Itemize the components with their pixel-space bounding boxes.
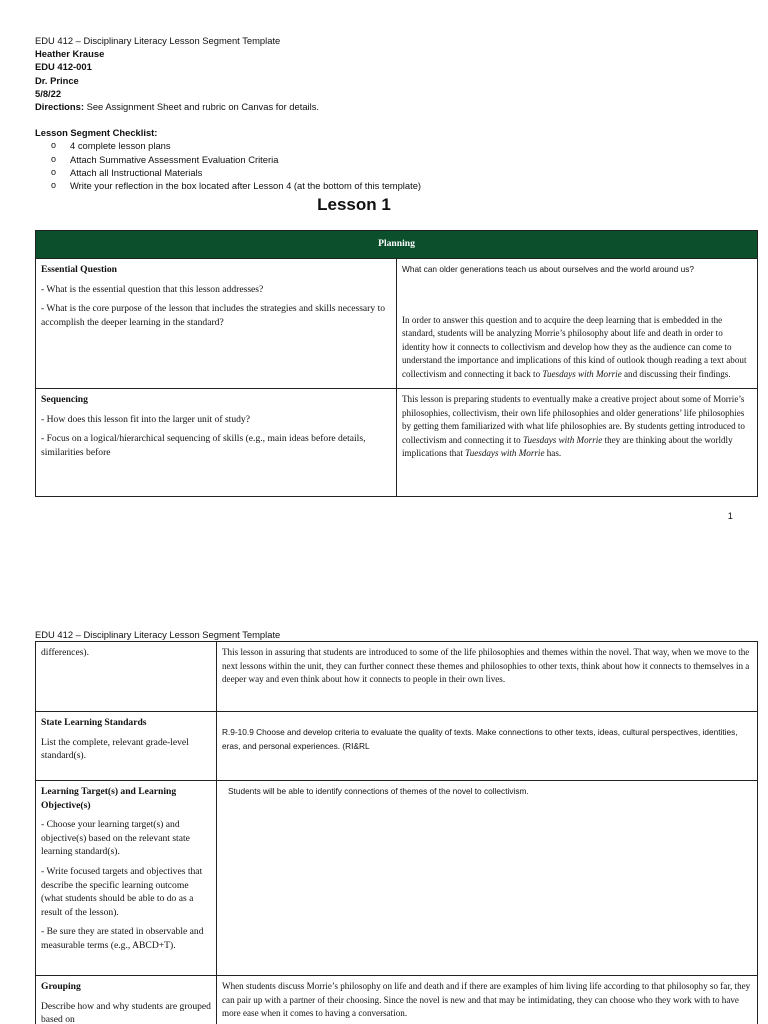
student-name: Heather Krause <box>35 48 105 60</box>
checklist-bullet-icon: o <box>51 180 57 191</box>
checklist-title: Lesson Segment Checklist: <box>35 127 158 139</box>
checklist-item: o Write your reflection in the box located after Lesson 4 (at the bottom of this template) <box>51 180 422 192</box>
checklist-item: o Attach all Instructional Materials <box>51 166 203 178</box>
checklist-bullet-icon: o <box>51 153 57 164</box>
targets-answer: Students will be able to identify connections of themes of the novel to collectivism. <box>228 786 529 796</box>
directions-line <box>35 100 421 113</box>
checklist-bullet-icon: o <box>51 166 57 177</box>
document-header <box>35 34 421 192</box>
essential-question-label: Essential Question <box>41 264 117 275</box>
sequencing-continued-answer-cell <box>217 642 758 712</box>
essential-question-answer: What can older generations teach us about ourselves and the world around us? <box>402 264 694 274</box>
sequencing-answer: This lesson is preparing students to eventually make a creative project about some of Morrie’s philosophies, collectivism, their own life philosophies and older generations’ life philosophies by getting them familiarized with what life philosophies are. By students getting introduced to collectivism and connecting it to Tuesdays with Morrie they are thinking about the worldly implications that Tuesdays with Morrie has. <box>402 394 745 459</box>
checklist-item: o 4 complete lesson plans <box>51 140 171 152</box>
instructor-name: Dr. Prince <box>35 74 79 86</box>
table-row <box>36 976 758 1024</box>
sequencing-continued-cell <box>36 642 217 712</box>
document-date: 5/8/22 <box>35 87 62 99</box>
course-line: EDU 412 – Disciplinary Literacy Lesson Segment Template <box>35 35 281 46</box>
checklist-bullet-icon: o <box>51 140 57 151</box>
standards-prompt: List the complete, relevant grade-level standard(s). <box>41 736 189 762</box>
lesson-title: Lesson 1 <box>317 195 391 214</box>
book-title: Tuesdays with Morrie <box>542 368 622 379</box>
essential-question-answer-cell <box>397 259 758 389</box>
sequencing-continued-text: differences). <box>41 647 90 658</box>
table-row <box>36 642 758 712</box>
sequencing-continued-answer: This lesson in assuring that students are introduced to some of the life philosophies and themes within the novel. That way, when we move to the next lessons within the unit, they can further connect these themes and philosophies to other texts, think about how it connects to themselves in a deeper way and even think about how it connects to people in their own lives. <box>222 647 750 685</box>
document-page-2 <box>0 620 768 1024</box>
table-row <box>36 389 758 497</box>
page-header: EDU 412 – Disciplinary Literacy Lesson Segment Template <box>35 629 281 640</box>
essential-question-prompt: - What is the essential question that this lesson addresses? <box>41 283 264 295</box>
book-title: Tuesdays with Morrie <box>465 448 545 459</box>
targets-cell <box>36 781 217 976</box>
targets-prompt-outcome: - Write focused targets and objectives that describe the specific learning outcome (what students should be able to do as a result of the lesson). <box>41 865 203 918</box>
grouping-answer: When students discuss Morrie’s philosophy on life and death and if there are examples of him living life according to that philosophy so far, they can pair up with a partner of their choosing. Since the novel is new and that may be intimidating, they can choose who they work with to have more ease when it comes to having a conversation. <box>222 981 751 1019</box>
lesson-plan-table-continued <box>35 641 758 1024</box>
essential-question-cell <box>36 259 397 389</box>
book-title: Tuesdays with Morrie <box>522 434 603 445</box>
targets-label: Learning Target(s) and Learning Objective(s) <box>41 786 177 811</box>
directions-text: See Assignment Sheet and rubric on Canvas for details. <box>83 101 319 113</box>
course-section: EDU 412-001 <box>35 61 92 73</box>
targets-prompt: - Choose your learning target(s) and objective(s) based on the relevant state learning standard(s). <box>41 819 190 858</box>
table-row <box>36 781 758 976</box>
targets-prompt-measurable: - Be sure they are stated in observable and measurable terms (e.g., ABCD+T). <box>41 926 204 951</box>
standards-label: State Learning Standards <box>41 717 147 728</box>
standards-cell <box>36 712 217 781</box>
page-number: 1 <box>727 510 733 521</box>
planning-header: Planning <box>36 231 758 259</box>
targets-answer-cell <box>217 781 758 976</box>
grouping-label: Grouping <box>41 981 81 992</box>
sequencing-cell <box>36 389 397 497</box>
sequencing-label: Sequencing <box>41 394 88 405</box>
standards-answer-cell <box>217 712 758 781</box>
grouping-cell <box>36 976 217 1024</box>
directions-label: Directions: <box>35 101 84 113</box>
sequencing-prompt-skills: - Focus on a logical/hierarchical sequencing of skills (e.g., main ideas before details, similarities before <box>41 433 366 458</box>
core-purpose-answer: In order to answer this question and to acquire the deep learning that is embedded in the standard, students will be analyzing Morrie’s philosophy about life and death in order to identity how it connects to collectivism and develop how they as the audience can come to understand the importance and implications of this kind of outlook though reading a text about collectivism and connecting it back to Tuesdays with Morrie and discussing their findings. <box>402 314 747 379</box>
sequencing-prompt: - How does this lesson fit into the larger unit of study? <box>41 413 250 425</box>
standards-answer: R.9-10.9 Choose and develop criteria to evaluate the quality of texts. Make connections to other texts, ideas, cultural perspectives, identities, eras, and personal experiences. (RI&RL <box>222 727 738 751</box>
core-purpose-prompt: - What is the core purpose of the lesson that includes the strategies and skills necessary to accomplish the deeper learning in the standard? <box>41 303 386 328</box>
grouping-prompt: Describe how and why students are grouped based on <box>41 1000 211 1024</box>
sequencing-answer-cell <box>397 389 758 497</box>
checklist-item: o Attach Summative Assessment Evaluation Criteria <box>51 153 279 165</box>
grouping-answer-cell <box>217 976 758 1024</box>
table-row <box>36 259 758 389</box>
checklist <box>35 139 421 192</box>
lesson-plan-table <box>35 230 758 497</box>
table-row <box>36 712 758 781</box>
